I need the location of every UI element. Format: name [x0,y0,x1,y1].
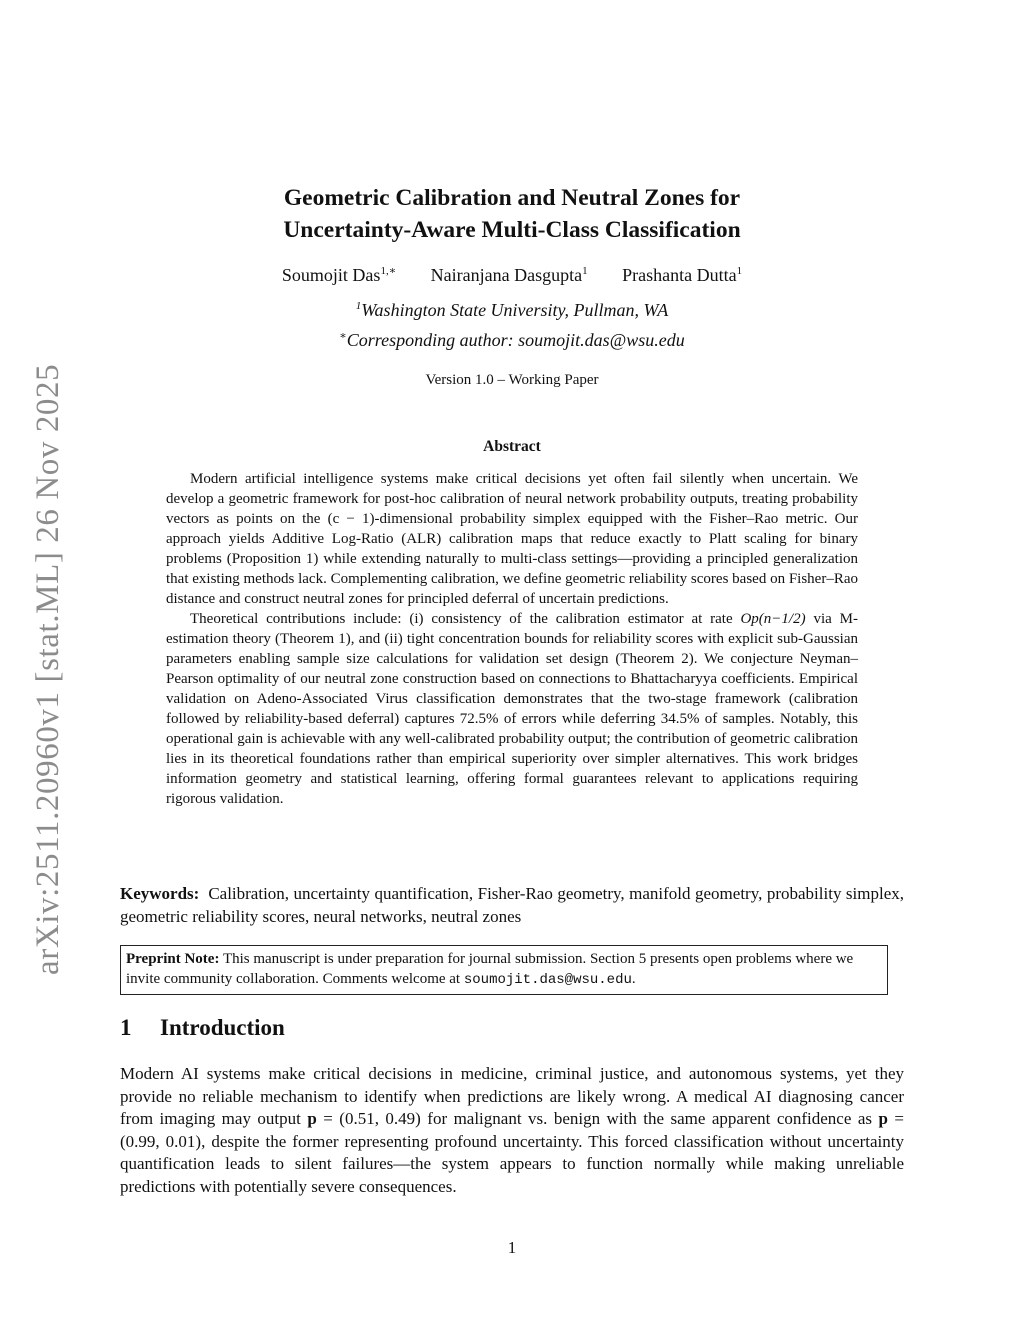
corresponding-author [120,330,904,351]
intro-s3: , despite the former representing profound uncertainty. This forced classification without uncertainty quantification leads to silent failures—the system appears to function normally while making unreliable predictions with potentially severe consequences. [120,1131,905,1196]
contact-email-link[interactable]: soumojit.das@wsu.edu [463,972,632,988]
section-number: 1 [120,1015,132,1040]
intro-eq1: = (0.51, 0.49) [316,1109,421,1129]
title-line-2: Uncertainty-Aware Multi-Class Classification [283,217,741,243]
introduction-paragraph [120,1063,904,1199]
author-1-sup: 1,∗ [380,265,397,277]
abstract-paragraph-2 [166,609,858,809]
intro-text [120,1063,904,1199]
author-2 [431,265,588,285]
keywords [120,882,904,928]
section-heading-introduction [120,1015,285,1041]
preprint-note-end: . [631,971,636,987]
abstract-paragraph-1: Modern artificial intelligence systems make critical decisions yet often fail silently when uncertain. We develop a geometric framework for post-hoc calibration of neural network probability outputs, treating probability vectors as points on the (c − 1)-dimensional probability simplex equipped with the Fisher–Rao metric. Our approach yields Additive Log-Ratio (ALR) calibration maps that reduce exactly to Platt scaling for binary problems (Proposition 1) while extending naturally to multi-class settings—providing a principled generalization that existing methods lack. Complementing calibration, we define geometric reliability scores based on Fisher–Rao distance and construct neutral zones for principled deferral of uncertain predictions. [166,471,858,607]
author-2-sup: 1 [582,265,588,277]
corresponding-text: Corresponding author: soumojit.das@wsu.edu [346,330,685,350]
convergence-rate: Op(n−1/2) [740,611,806,627]
arxiv-identifier: arXiv:2511.20960v1 [stat.ML] 26 Nov 2025 [30,363,66,975]
intro-s1: Modern AI systems make critical decisions in medicine, criminal justice, and autonomous systems, yet they provide no reliable mechanism to identify when predictions are likely wrong. A medical AI diagnosing cancer from imaging may output [120,1064,904,1129]
affiliation-text: Washington State University, Pullman, WA [361,300,669,320]
abstract-body [166,469,858,809]
keywords-text: Calibration, uncertainty quantification, Fisher-Rao geometry, manifold geometry, probability simplex, geometric reliability scores, neural networks, neutral zones [120,884,905,926]
prob-vector-symbol-1: p [307,1109,317,1129]
affiliation [120,300,904,321]
abstract-p2-after: via M-estimation theory (Theorem 1), and (ii) tight concentration bounds for reliability scores with explicit sub-Gaussian parameters enabling sample size calculations for validation set design (Theorem 2). We conjecture Neyman–Pearson optimality of our neutral zone construction based on connections to Bhattacharyya coefficients. Empirical validation on Adeno-Associated Virus classification demonstrates that the two-stage framework (calibration followed by reliability-based deferral) captures 72.5% of errors while deferring 34.5% of samples. Notably, this operational gain is achievable with any well-calibrated probability output; the contribution of geometric calibration lies in its theoretical foundations rather than empirical superiority over simpler alternatives. This work bridges information geometry and statistical learning, offering formal guarantees relevant to applications requiring rigorous validation. [166,611,858,807]
version-label: Version 1.0 – Working Paper [425,372,599,388]
section-title: Introduction [160,1015,285,1040]
affiliation-sup: 1 [355,300,362,312]
paper-title [120,182,904,246]
intro-s2: for malignant vs. benign with the same apparent confidence as [420,1109,879,1129]
preprint-note-box [120,945,888,995]
abstract-heading: Abstract [483,438,541,455]
preprint-note-label: Preprint Note: [126,951,220,967]
abstract-p2-before: Theoretical contributions include: (i) consistency of the calibration estimator at rate [190,611,741,627]
author-3-name: Prashanta Dutta [622,265,737,285]
author-2-name: Nairanjana Dasgupta [430,265,583,285]
author-1-name: Soumojit Das [281,265,381,285]
prob-vector-symbol-2: p [878,1109,888,1129]
preprint-note-text: This manuscript is under preparation for journal submission. Section 5 presents open problems where we invite community collaboration. Comments welcome at [126,951,854,987]
author-3 [622,265,742,285]
author-list [120,265,904,286]
intro-eq2: = (0.99, 0.01) [120,1109,904,1151]
keywords-label: Keywords: [120,884,200,903]
author-3-sup: 1 [736,265,743,277]
corresponding-sup: ∗ [339,330,347,342]
author-1 [282,265,396,285]
title-line-1: Geometric Calibration and Neutral Zones for [283,185,741,211]
page-number: 1 [507,1238,517,1257]
